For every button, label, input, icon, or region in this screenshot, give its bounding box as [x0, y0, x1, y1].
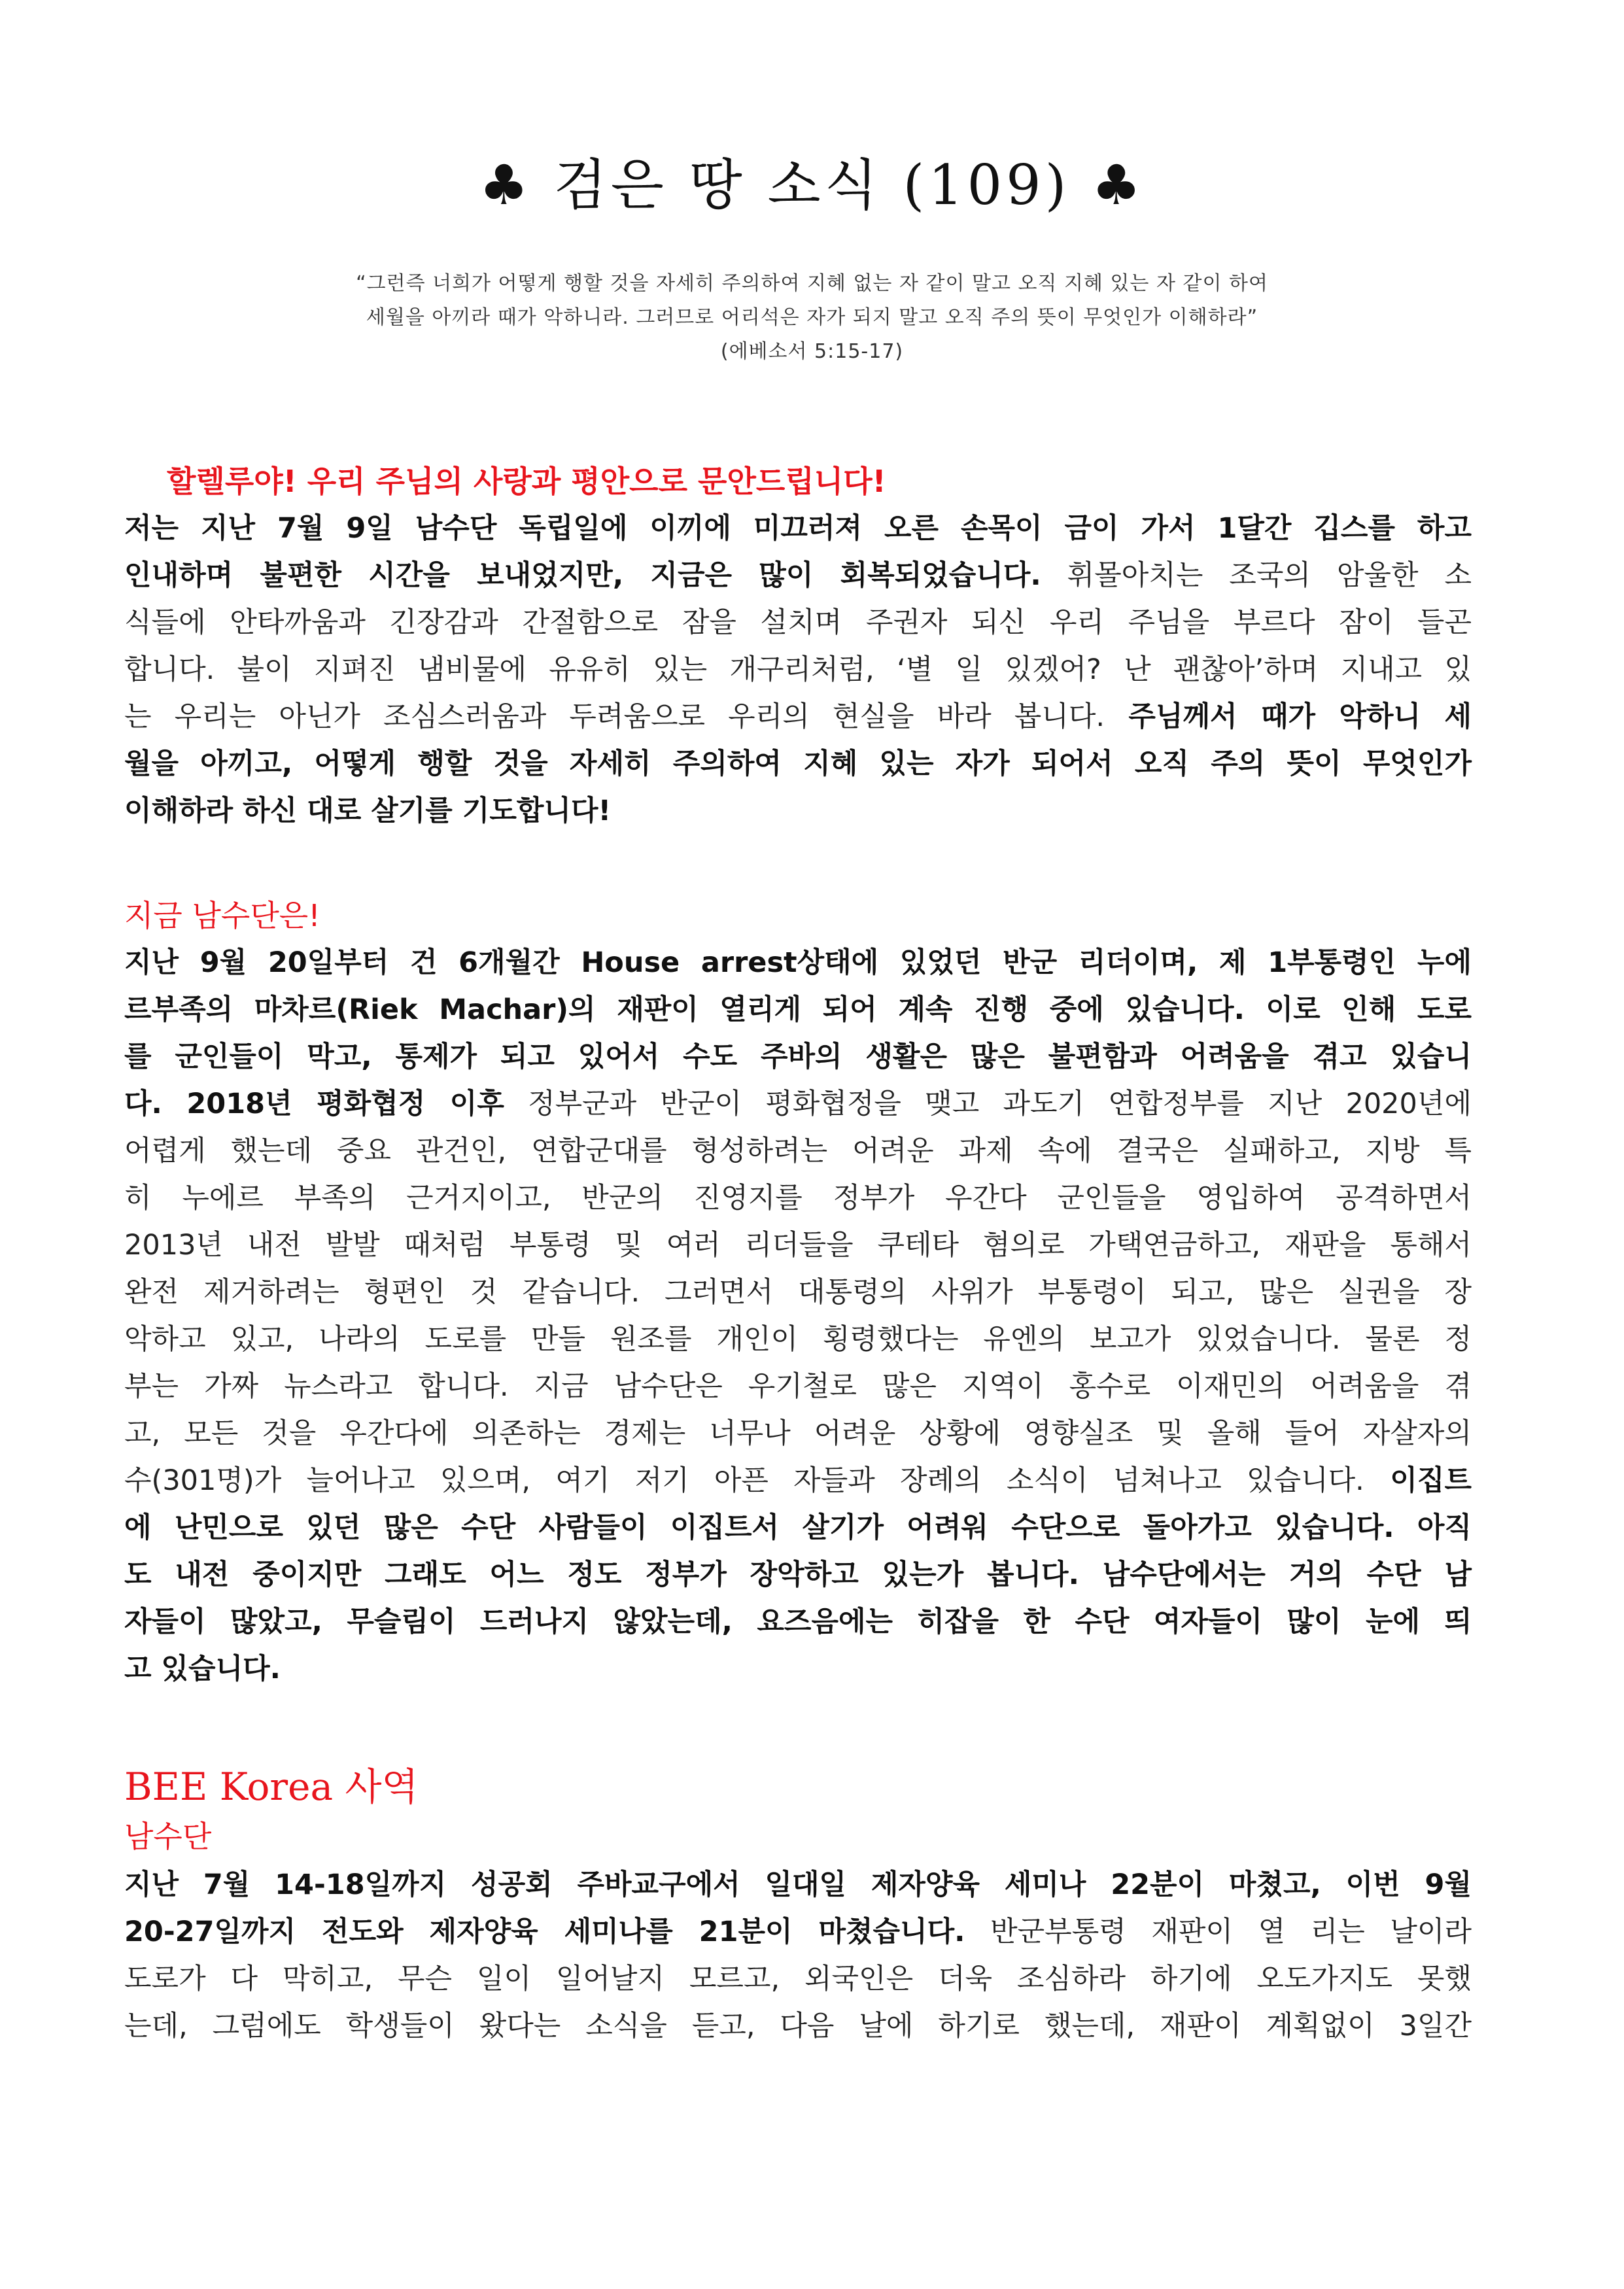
text-segment: 수(301명)가 늘어나고 있으며, 여기 저기 아픈 자들과 장례의 소식이 넘쳐나고 있습니다. — [124, 1464, 1364, 1497]
text-line — [124, 552, 1472, 599]
text-line — [124, 1861, 1472, 1908]
text-segment: 는데, 그럼에도 학생들이 왔다는 소식을 듣고, 다음 날에 하기로 했는데, 재판이 계획없이 3일간 — [124, 2010, 1472, 2042]
scripture-quote — [196, 267, 1428, 369]
text-segment: 부는 가짜 뉴스라고 합니다. 지금 남수단은 우기철로 많은 지역이 홍수로 이재민의 어려움을 겪 — [124, 1370, 1472, 1403]
scripture-line-1: “그런즉 너희가 어떻게 행할 것을 자세히 주의하여 지혜 없는 자 같이 말고 오직 지혜 있는 자 같이 하여 — [356, 272, 1268, 295]
text-segment: 고, 모든 것을 우간다에 의존하는 경제는 너무나 어려운 상황에 영향실조 및 올해 들어 자살자의 — [124, 1417, 1472, 1450]
text-segment: 완전 제거하려는 형편인 것 같습니다. 그러면서 대통령의 사위가 부통령이 되고, 많은 실권을 장 — [124, 1276, 1472, 1309]
south-sudan-paragraph — [124, 939, 1472, 1693]
bold-text-segment: 를 군인들이 막고, 통제가 되고 있어서 수도 주바의 생활은 많은 불편함과 어려움을 겪고 있습니 — [124, 1041, 1472, 1073]
bold-text-segment: 이집트 — [1364, 1464, 1472, 1497]
text-line — [124, 1598, 1472, 1645]
scripture-line-2: 세월을 아끼라 때가 악하니라. 그러므로 어리석은 자가 되지 말고 오직 주의 뜻이 무엇인가 이해하라” — [366, 306, 1258, 329]
bold-text-segment: 이해하라 하신 대로 살기를 기도합니다! — [124, 795, 612, 827]
text-line — [124, 939, 1472, 986]
text-segment: 휘몰아치는 조국의 암울한 소 — [1041, 559, 1472, 592]
text-line — [124, 1269, 1472, 1316]
text-line — [124, 1645, 1472, 1693]
text-line — [124, 986, 1472, 1033]
subheading-south-sudan: 남수단 — [124, 1819, 212, 1854]
bold-text-segment: 에 난민으로 있던 많은 수단 사람들이 이집트서 살기가 어려워 수단으로 돌아가고 있습니다. 아직 — [124, 1511, 1472, 1544]
text-segment: 식들에 안타까움과 긴장감과 간절함으로 잠을 설치며 주권자 되신 우리 주님을 부르다 잠이 들곤 — [124, 606, 1472, 639]
text-segment: 는 우리는 아닌가 조심스러움과 두려움으로 우리의 현실을 바라 봅니다. — [124, 700, 1105, 733]
text-segment: 반군부통령 재판이 열 리는 날이라 — [965, 1916, 1472, 1948]
bold-text-segment: 인내하며 불편한 시간을 보내었지만, 지금은 많이 회복되었습니다. — [124, 559, 1041, 592]
text-line — [124, 505, 1472, 552]
text-line — [124, 1363, 1472, 1410]
text-line — [124, 1175, 1472, 1222]
text-segment: 정부군과 반군이 평화협정을 맺고 과도기 연합정부를 지난 2020년에 — [504, 1088, 1472, 1120]
bold-text-segment: 자들이 많았고, 무슬림이 드러나지 않았는데, 요즈음에는 히잡을 한 수단 여자들이 많이 눈에 띄 — [124, 1606, 1472, 1638]
bee-korea-paragraph — [124, 1861, 1472, 2050]
section-heading-bee-korea: BEE Korea 사역 — [124, 1764, 419, 1809]
bold-text-segment: 다. 2018년 평화협정 이후 — [124, 1088, 504, 1120]
text-segment: 2013년 내전 발발 때처럼 부통령 및 여러 리더들을 쿠테타 혐의로 가택연금하고, 재판을 통해서 — [124, 1229, 1472, 1262]
bold-text-segment: 고 있습니다. — [124, 1653, 281, 1685]
text-segment: 어렵게 했는데 중요 관건인, 연합군대를 형성하려는 어려운 과제 속에 결국은 실패하고, 지방 특 — [124, 1135, 1472, 1167]
bold-text-segment: 르부족의 마차르(Riek Machar)의 재판이 열리게 되어 계속 진행 중에 있습니다. 이로 인해 도로 — [124, 993, 1472, 1026]
text-line — [124, 1551, 1472, 1598]
text-line — [124, 1033, 1472, 1080]
greeting-heading: 할렐루야! 우리 주님의 사랑과 평안으로 문안드립니다! — [167, 464, 886, 499]
bold-text-segment: 주님께서 때가 악하니 세 — [1105, 700, 1472, 733]
text-segment: 합니다. 불이 지펴진 냄비물에 유유히 있는 개구리처럼, ‘별 일 있겠어? 난 괜찮아’하며 지내고 있 — [124, 653, 1472, 686]
text-segment: 악하고 있고, 나라의 도로를 만들 원조를 개인이 횡령했다는 유엔의 보고가 있었습니다. 물론 정 — [124, 1323, 1472, 1356]
text-line — [124, 1316, 1472, 1363]
text-line — [124, 599, 1472, 646]
text-line — [124, 1222, 1472, 1269]
text-segment: 히 누에르 부족의 근거지이고, 반군의 진영지를 정부가 우간다 군인들을 영입하여 공격하면서 — [124, 1182, 1472, 1214]
text-segment: 도로가 다 막히고, 무슨 일이 일어날지 모르고, 외국인은 더욱 조심하라 하기에 오도가지도 못했 — [124, 1963, 1472, 1995]
intro-paragraph — [124, 505, 1472, 835]
text-line — [124, 1080, 1472, 1127]
text-line — [124, 1410, 1472, 1457]
scripture-reference: (에베소서 5:15-17) — [720, 340, 904, 363]
text-line — [124, 1908, 1472, 1955]
text-line — [124, 740, 1472, 787]
section-heading-south-sudan-now: 지금 남수단은! — [124, 898, 320, 933]
text-line — [124, 1504, 1472, 1551]
text-line — [124, 2003, 1472, 2050]
bold-text-segment: 도 내전 중이지만 그래도 어느 정도 정부가 장악하고 있는가 봅니다. 남수단에서는 거의 수단 남 — [124, 1558, 1472, 1591]
text-line — [124, 693, 1472, 740]
bold-text-segment: 20-27일까지 전도와 제자양육 세미나를 21분이 마쳤습니다. — [124, 1916, 965, 1948]
bold-text-segment: 지난 7월 14-18일까지 성공회 주바교구에서 일대일 제자양육 세미나 22분이 마쳤고, 이번 9월 — [124, 1868, 1472, 1901]
text-line — [124, 1127, 1472, 1175]
text-line — [124, 646, 1472, 693]
text-line — [124, 787, 1472, 835]
bold-text-segment: 저는 지난 7월 9일 남수단 독립일에 이끼에 미끄러져 오른 손목이 금이 가서 1달간 깁스를 하고 — [124, 512, 1472, 545]
text-line — [124, 1457, 1472, 1504]
newsletter-title: ♣ 검은 땅 소식 (109) ♣ — [479, 153, 1145, 217]
bold-text-segment: 지난 9월 20일부터 건 6개월간 House arrest상태에 있었던 반군 리더이며, 제 1부통령인 누에 — [124, 946, 1472, 979]
text-line — [124, 1955, 1472, 2003]
bold-text-segment: 월을 아끼고, 어떻게 행할 것을 자세히 주의하여 지혜 있는 자가 되어서 오직 주의 뜻이 무엇인가 — [124, 748, 1472, 780]
